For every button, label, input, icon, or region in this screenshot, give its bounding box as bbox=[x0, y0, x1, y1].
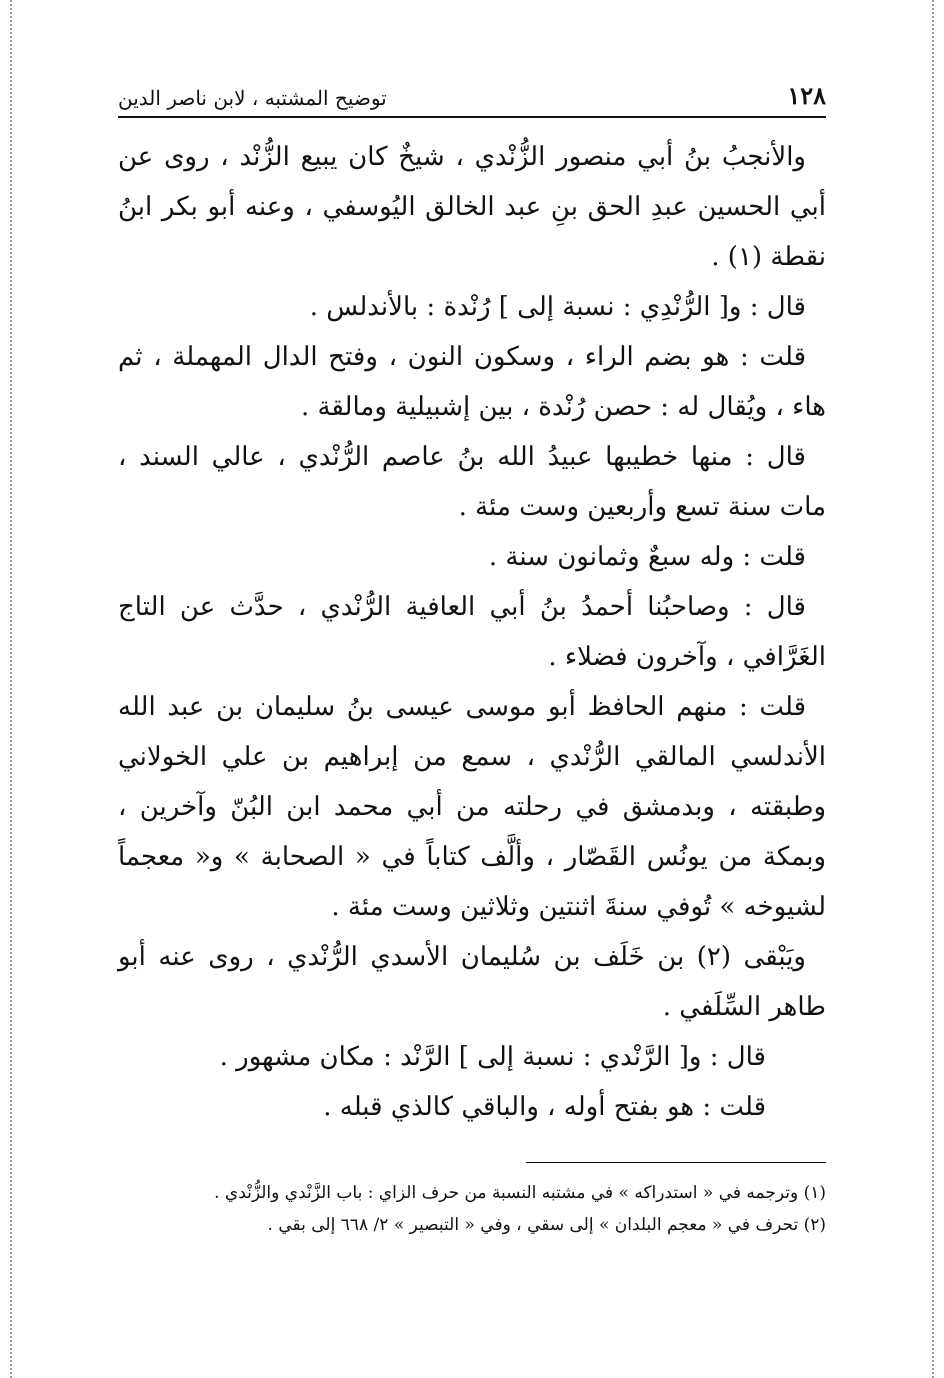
paragraph-qal-randi: قال : و[ الرَّنْدي : نسبة إلى ] الرَّنْد : مكان مشهور . bbox=[219, 1042, 766, 1072]
scan-edge-right bbox=[932, 0, 934, 1378]
paragraph-qal-ahmad: قال : وصاحبُنا أحمدُ بنُ أبي العافية الرُّنْدي ، حدَّث عن التاج الغَرَّافي ، وآخرون فضلاء . bbox=[118, 592, 826, 672]
paragraph-qult-fath: قلت : هو بفتح أوله ، والباقي كالذي قبله . bbox=[323, 1092, 766, 1122]
paragraph-qult-isa: قلت : منهم الحافظ أبو موسى عيسى بنُ سليمان بن عبد الله الأندلسي المالقي الرُّنْدي ، سمع من إبراهيم بن علي الخولاني وطبقته ، وبدمشق في رحلته من أبي محمد ابن البُنّ وآخرين ، وبمكة من يونُس القَصّار ، وألَّف كتاباً في « الصحابة » و« معجماً لشيوخه » تُوفي سنةَ اثنتين وثلاثين وست مئة . bbox=[118, 692, 826, 922]
paragraph-qult-ronda: قلت : هو بضم الراء ، وسكون النون ، وفتح الدال المهملة ، ثم هاء ، ويُقال له : حصن رُنْدة ، بين إشبيلية ومالقة . bbox=[118, 342, 826, 422]
running-title: توضيح المشتبه ، لابن ناصر الدين bbox=[118, 86, 387, 110]
footnotes bbox=[118, 1177, 826, 1241]
paragraph-anjab: والأنجبُ بنُ أبي منصور الزُّنْدي ، شيخٌ كان يبيع الزُّنْد ، روى عن أبي الحسين عبدِ الحق بنِ عبد الخالق اليُوسفي ، وعنه أبو بكر ابنُ نقطة (١) . bbox=[118, 142, 826, 272]
page-header bbox=[118, 70, 826, 118]
paragraph-qal-khatib: قال : منها خطيبها عبيدُ الله بنُ عاصم الرُّنْدي ، عالي السند ، مات سنة تسع وأربعين وست مئة . bbox=[118, 442, 826, 522]
footnote-1: (١) وترجمه في « استدراكه » في مشتبه النسبة من حرف الزاي : باب الزَّنْدي والزُّنْدي . bbox=[214, 1183, 826, 1203]
scan-edge-left bbox=[10, 0, 12, 1378]
footnote-separator bbox=[526, 1162, 826, 1163]
paragraph-qal-rundi: قال : و[ الرُّنْدِي : نسبة إلى ] رُنْدة : بالأندلس . bbox=[309, 292, 806, 322]
paragraph-qult-age: قلت : وله سبعٌ وثمانون سنة . bbox=[488, 542, 806, 572]
page-number: ١٢٨ bbox=[787, 81, 826, 110]
page-body bbox=[118, 132, 826, 1132]
footnote-2: (٢) تحرف في « معجم البلدان » إلى سقي ، وفي « التبصير » ٢/ ٦٦٨ إلى بقي . bbox=[267, 1215, 826, 1235]
book-page bbox=[118, 70, 826, 1241]
paragraph-yabqa: ويَبْقى (٢) بن خَلَف بن سُليمان الأسدي الرُّنْدي ، روى عنه أبو طاهر السِّلَفي . bbox=[118, 942, 826, 1022]
